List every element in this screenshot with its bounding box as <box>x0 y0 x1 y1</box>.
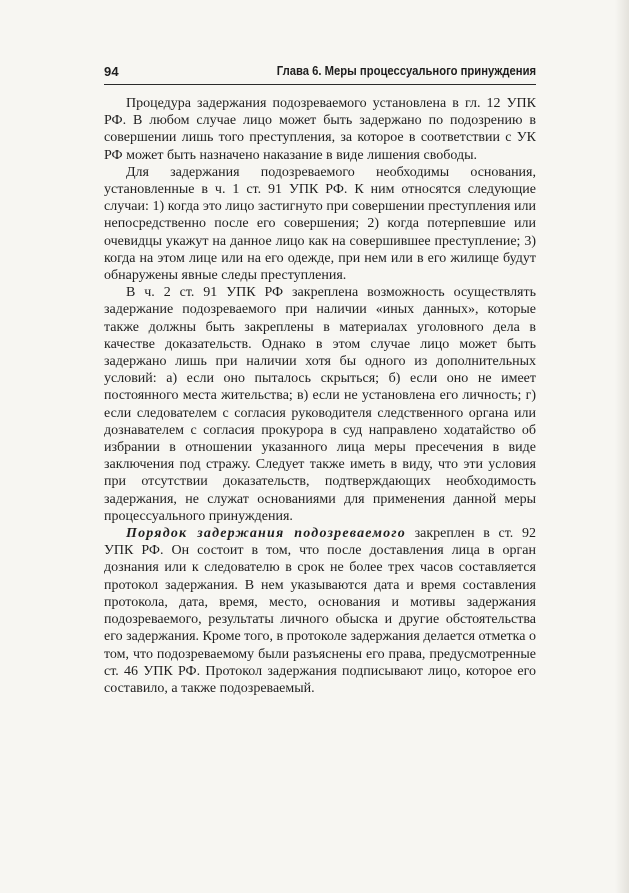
paragraph-1 <box>104 95 536 164</box>
paragraph-4-text: закреплен в ст. 92 УПК РФ. Он состоит в том, что после доставления лица в орган дознания или к следователю в срок не более трех часов составляется протокол задержания. В нем указываются дата и время составления протокола, дата, время, место, основания и мотивы задержания подозреваемого, результаты личного обыска и другие обстоятельства его задержания. Кроме того, в протоколе задержания делается отметка о том, что подозреваемому были разъяснены его права, предусмотренные ст. 46 УПК РФ. Протокол задержания подписывают лицо, которое его составило, а также подозреваемый. <box>104 526 536 696</box>
paragraph-3 <box>104 284 536 525</box>
paragraph-1-text: Процедура задержания подозреваемого установлена в гл. 12 УПК РФ. В любом случае лицо может быть задержано по подозрению в совершении лишь того преступления, за которое в соответствии с УК РФ может быть назначено наказание в виде лишения свободы. <box>104 96 536 163</box>
page-number: 94 <box>104 64 119 79</box>
body-text <box>104 95 536 697</box>
paragraph-3-text: В ч. 2 ст. 91 УПК РФ закреплена возможность осуществлять задержание подозреваемого при наличии «иных данных», которые также должны быть закреплены в материалах уголовного дела в качестве доказательств. Однако в этом случае лицо может быть задержано лишь при наличии хотя бы одного из дополнительных условий: а) если оно пыталось скрыться; б) если оно не имеет постоянного места жительства; в) если не установлена его личность; г) если следователем с согласия руководителя следственного органа или дознавателем с согласия прокурора в суд направлено ходатайство об избрании в отношении указанного лица меры пресечения в виде заключения под стражу. Следует также иметь в виду, что эти условия при отсутствии доказательств, подтверждающих необходимость задержания, не служат основаниями для применения данной меры процессуального принуждения. <box>104 285 536 524</box>
paragraph-2 <box>104 164 536 284</box>
page-edge-shadow <box>615 0 629 893</box>
chapter-title: Глава 6. Меры процессуального принуждения <box>276 64 536 78</box>
paragraph-4 <box>104 525 536 697</box>
paragraph-4-lead: Порядок задержания подозреваемого <box>126 526 406 542</box>
running-head <box>104 62 536 85</box>
paragraph-2-text: Для задержания подозреваемого необходимы основания, установленные в ч. 1 ст. 91 УПК РФ. К ним относятся следующие случаи: 1) когда это лицо застигнуто при совершении преступления или непосредственно после его совершения; 2) когда потерпевшие или очевидцы укажут на данное лицо как на совершившее преступление; 3) когда на этом лице или на его одежде, при нем или в его жилище будут обнаружены явные следы преступления. <box>104 164 536 284</box>
